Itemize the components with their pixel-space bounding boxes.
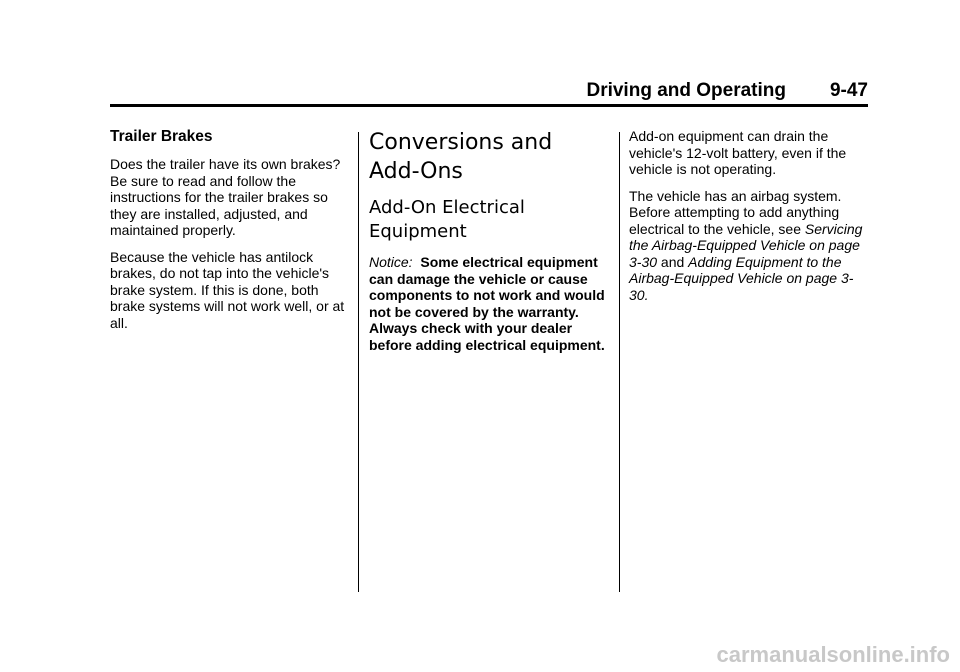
page-header bbox=[110, 80, 868, 102]
column-3 bbox=[629, 128, 869, 313]
column-2 bbox=[369, 128, 609, 353]
notice-text: Some electrical equipment can damage the vehicle or cause components to not work and would not be covered by the warranty. Always check with your dealer before adding electrical equipment. bbox=[369, 254, 605, 353]
xref-end: . bbox=[644, 286, 649, 303]
section-title: Driving and Operating bbox=[586, 80, 786, 101]
notice-label: Notice: bbox=[369, 254, 413, 270]
header-rule bbox=[110, 104, 868, 107]
xref-adding-equipment[interactable]: Adding Equipment to the Airbag-Equipped Vehicle on page 3-30 bbox=[629, 253, 854, 303]
watermark: carmanualsonline.info bbox=[716, 642, 950, 667]
column-1 bbox=[110, 128, 350, 341]
trailer-brakes-heading: Trailer Brakes bbox=[110, 128, 213, 145]
battery-paragraph: Add-on equipment can drain the vehicle's 12-volt battery, even if the vehicle is not operating. bbox=[629, 128, 847, 177]
column-divider-right bbox=[619, 132, 620, 592]
page-number: 9-47 bbox=[829, 80, 868, 101]
column-divider-left bbox=[358, 132, 359, 592]
notice-block bbox=[369, 254, 609, 353]
xref-servicing-airbag[interactable]: Servicing the Airbag-Equipped Vehicle on page 3-30 bbox=[629, 220, 863, 270]
xref-connector: and bbox=[660, 253, 685, 270]
airbag-paragraph-intro: The vehicle has an airbag system. Before attempting to add anything electrical to the vehicle, see bbox=[629, 187, 842, 237]
trailer-brakes-paragraph-2: Because the vehicle has antilock brakes, do not tap into the vehicle's brake system. If this is done, both brake systems will not work well, or at all. bbox=[110, 248, 345, 331]
electrical-equipment-subheading: Add-On Electrical Equipment bbox=[369, 197, 525, 242]
conversions-heading: Conversions and Add-Ons bbox=[369, 130, 553, 184]
trailer-brakes-paragraph-1: Does the trailer have its own brakes? Be sure to read and follow the instructions for the trailer brakes so they are installed, adjusted, and maintained properly. bbox=[110, 156, 341, 238]
airbag-paragraph bbox=[629, 188, 869, 304]
